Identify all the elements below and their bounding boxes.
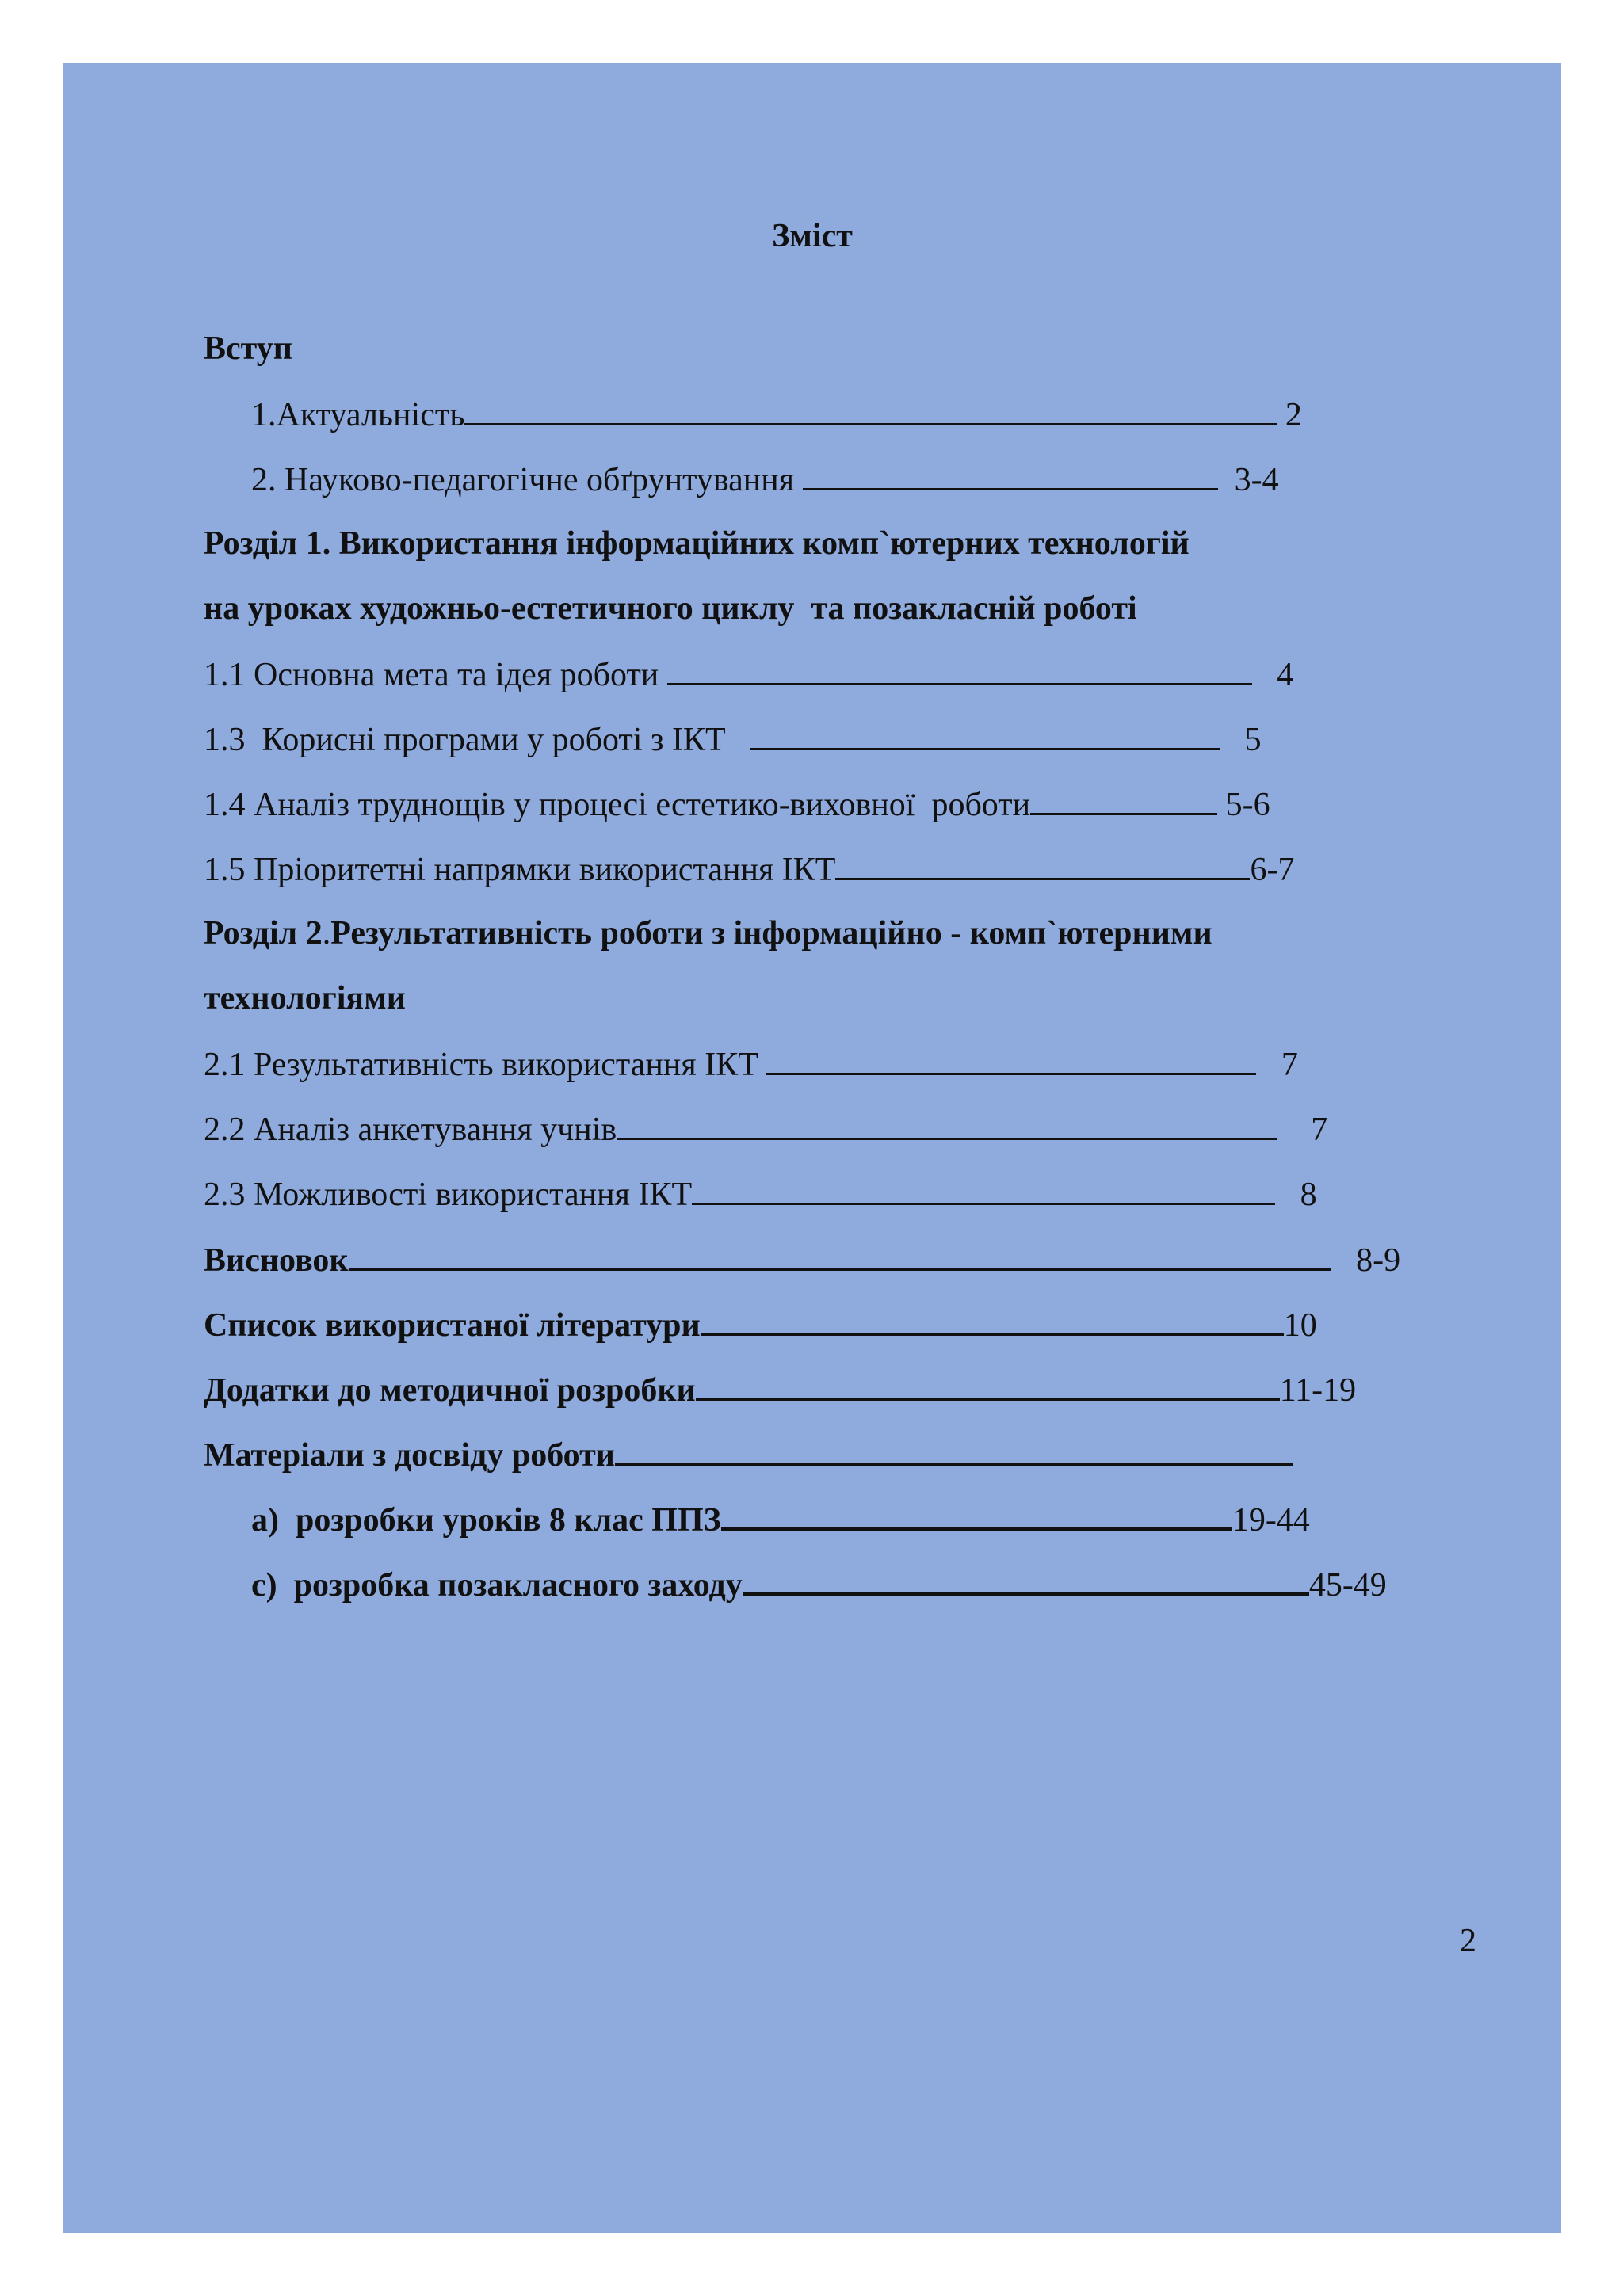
toc-entry-page: 7 <box>1256 1047 1298 1083</box>
toc-entry-text: . <box>322 915 331 952</box>
toc-entry-page: 45-49 <box>1308 1567 1387 1604</box>
toc-entry-text: Результативність роботи з інформаційно - комп`ютерними <box>330 915 1212 952</box>
toc-entry-text: 2. Науково-педагогічне обґрунтування <box>251 462 803 498</box>
toc-entry-page: 8-9 <box>1331 1242 1401 1279</box>
toc-entry-text: 1.1 Основна мета та ідея роботи <box>204 657 667 693</box>
toc-entry-page: 2 <box>1277 397 1302 433</box>
toc-leader-line <box>743 1561 1309 1596</box>
toc-entry-text: на уроках художньо-естетичного циклу та позакласній роботі <box>204 590 1137 627</box>
toc-subentry <box>201 1516 1387 1652</box>
toc-entry-text: технологіями <box>204 980 406 1016</box>
toc-entry-text: 2.3 Можливості використання ІКТ <box>204 1177 693 1213</box>
toc-entry-text: 1.5 Пріоритетні напрямки використання ІКТ <box>204 852 836 888</box>
toc-entry-page: 10 <box>1283 1307 1317 1344</box>
toc-entry-page: 19-44 <box>1232 1502 1310 1539</box>
toc-entry-text: Матеріали з досвіду роботи <box>204 1437 615 1474</box>
toc-entry-text: 1.4 Аналіз труднощів у процесі естетико-виховної роботи <box>204 787 1031 823</box>
page-number: 2 <box>1460 1923 1476 1959</box>
toc-entry-page: 3-4 <box>1217 462 1279 498</box>
toc-title: Зміст <box>772 218 853 254</box>
toc-entry-text: 2.1 Результативність використання ІКТ <box>204 1047 767 1083</box>
toc-entry-text: 1.3 Корисні програми у роботі з ІКТ <box>204 722 751 758</box>
toc-entry-page: 5 <box>1220 722 1262 758</box>
toc-entry-page: 11-19 <box>1279 1372 1357 1409</box>
toc-entry-page: 8 <box>1275 1177 1317 1213</box>
toc-entry-text: Список використаної літератури <box>204 1307 701 1344</box>
toc-entry-text: 1.Актуальність <box>251 397 465 433</box>
content-sheet <box>63 63 1561 2233</box>
toc-entry-text: с) розробка позакласного заходу <box>251 1567 743 1604</box>
toc-entry-text: Висновок <box>204 1242 349 1279</box>
toc-entry-text: а) розробки уроків 8 клас ППЗ <box>251 1502 721 1539</box>
toc-entry-page: 6-7 <box>1250 852 1295 888</box>
toc-entry-page: 7 <box>1277 1112 1328 1148</box>
toc-entry-text: 2.2 Аналіз анкетування учнів <box>204 1112 617 1148</box>
toc-entry-text: Розділ 1. Використання інформаційних комп`ютерних технологій <box>204 525 1190 562</box>
toc-entry-page: 5-6 <box>1217 787 1270 823</box>
toc-entry-text: Вступ <box>204 330 292 367</box>
toc-entry-text: Додатки до методичної розробки <box>204 1372 696 1409</box>
toc-entry-text: Розділ 2 <box>204 915 323 952</box>
toc-entry-page: 4 <box>1251 657 1294 693</box>
